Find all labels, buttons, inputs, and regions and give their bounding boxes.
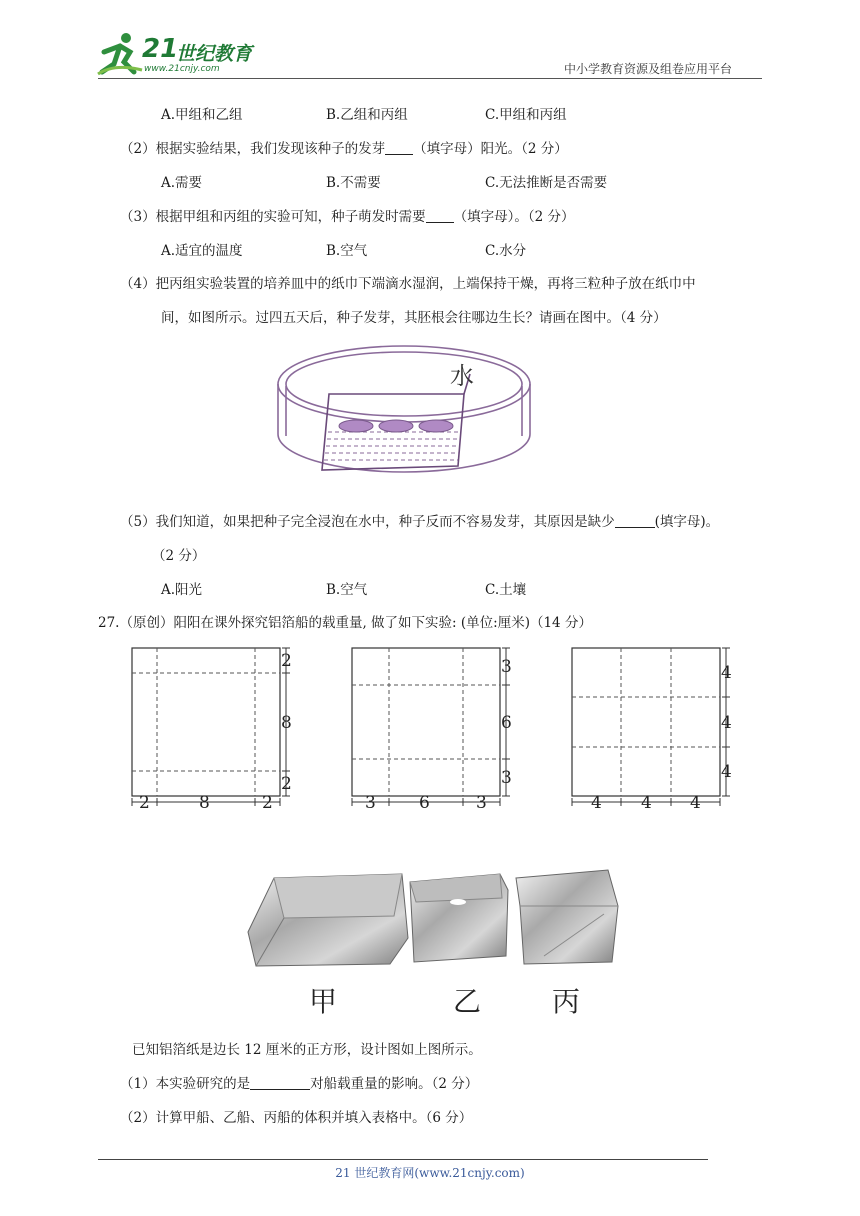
diagram-b-side-1: 3 — [501, 657, 512, 677]
aluminum-boats-photo — [244, 866, 624, 971]
q5-answer-blank[interactable] — [615, 513, 655, 528]
q3-text-end: （填字母）。（2 分） — [453, 209, 575, 225]
q1-option-a: A.甲组和乙组 — [161, 107, 243, 123]
petri-dish-figure — [274, 336, 534, 486]
footer-link[interactable]: 21 世纪教育网(www.21cnjy.com) — [335, 1166, 525, 1180]
diagram-c-bottom-1: 4 — [591, 793, 602, 812]
q27-subquestion-2: （2）计算甲船、乙船、丙船的体积并填入表格中。（6 分） — [120, 1110, 473, 1126]
q2-text: （2）根据实验结果，我们发现该种子的发芽 — [120, 141, 386, 157]
fold-diagram-b — [346, 642, 526, 812]
boat-label-bing: 丙 — [552, 985, 581, 1018]
diagram-b-side-2: 6 — [501, 713, 512, 733]
s1-answer-blank[interactable] — [250, 1075, 310, 1090]
boat-bing — [516, 870, 618, 964]
question-5 — [120, 512, 719, 532]
q3-text: （3）根据甲组和丙组的实验可知，种子萌发时需要 — [120, 209, 426, 225]
header-logo — [96, 30, 266, 78]
logo-url: www.21cnjy.com — [144, 64, 220, 74]
q27-subquestion-1 — [120, 1074, 478, 1094]
q5-option-c: C.土壤 — [485, 582, 527, 598]
diagram-a-bottom-1: 2 — [139, 793, 150, 812]
header-rule — [98, 78, 762, 79]
site-name: 中小学教育资源及组卷应用平台 — [564, 62, 733, 76]
s1-text: （1）本实验研究的是 — [120, 1076, 251, 1092]
diagram-a-bottom-2: 8 — [199, 793, 210, 812]
diagram-b-bottom-3: 3 — [476, 793, 487, 812]
diagram-c-side-3: 4 — [721, 762, 732, 782]
water-label: 水 — [450, 362, 474, 390]
q1-option-c: C.甲组和丙组 — [485, 107, 567, 123]
diagram-a-bottom-3: 2 — [262, 793, 273, 812]
q2-answer-blank[interactable] — [385, 140, 413, 155]
q5-text: （5）我们知道，如果把种子完全浸泡在水中，种子反而不容易发芽，其原因是缺少 — [120, 514, 615, 530]
diagram-b-side-3: 3 — [501, 768, 512, 788]
diagram-a-side-3: 2 — [281, 774, 292, 794]
seed-2 — [379, 420, 413, 432]
boat-label-yi: 乙 — [453, 985, 482, 1018]
logo-number: 21 — [142, 34, 179, 64]
fold-diagram-a — [126, 642, 306, 812]
diagram-c-side-1: 4 — [721, 663, 732, 683]
diagram-b-bottom-1: 3 — [365, 793, 376, 812]
footer-rule — [98, 1159, 708, 1160]
seed-3 — [419, 420, 453, 432]
diagram-c-side-2: 4 — [721, 713, 732, 733]
fold-diagram-c — [566, 642, 746, 812]
q5-option-a: A.阳光 — [161, 582, 203, 598]
q2-option-a: A.需要 — [161, 175, 203, 191]
q3-option-a: A.适宜的温度 — [161, 243, 243, 259]
runner-logo-icon — [96, 30, 144, 76]
q4-line-2: 间，如图所示。过四五天后，种子发芽，其胚根会往哪边生长？请画在图中。（4 分） — [161, 310, 667, 326]
boat-yi — [410, 874, 508, 962]
seed-1 — [339, 420, 373, 432]
question-3 — [120, 207, 574, 227]
diagram-a-side-2: 8 — [281, 713, 292, 733]
q1-option-b: B.乙组和丙组 — [326, 107, 408, 123]
q27-title: 27.（原创）阳阳在课外探究铝箔船的载重量, 做了如下实验: (单位:厘米)（14 分） — [98, 615, 592, 631]
q2-text-end: （填字母）阳光。（2 分） — [413, 141, 568, 157]
q3-option-b: B.空气 — [326, 243, 368, 259]
diagram-b-bottom-2: 6 — [419, 793, 430, 812]
boat-label-jia: 甲 — [309, 985, 338, 1018]
s1-text-end: 对船载重量的影响。（2 分） — [310, 1076, 479, 1092]
logo-text: 世纪教育 — [176, 43, 253, 65]
question-2 — [120, 139, 568, 159]
diagram-c-bottom-3: 4 — [690, 793, 701, 812]
q2-option-b: B.不需要 — [326, 175, 381, 191]
boat-jia — [248, 874, 408, 966]
q27-given: 已知铝箔纸是边长 12 厘米的正方形，设计图如上图所示。 — [132, 1042, 482, 1058]
q3-option-c: C.水分 — [485, 243, 527, 259]
q4-line-1: （4）把丙组实验装置的培养皿中的纸巾下端滴水湿润，上端保持干燥，再将三粒种子放在纸巾中 — [120, 276, 696, 292]
q5-option-b: B.空气 — [326, 582, 368, 598]
q3-answer-blank[interactable] — [426, 208, 454, 223]
q2-option-c: C.无法推断是否需要 — [485, 175, 608, 191]
q5-text-end: (填字母)。 — [654, 514, 720, 530]
q5-score: （2 分） — [152, 548, 206, 564]
diagram-a-side-1: 2 — [281, 651, 292, 671]
diagram-c-bottom-2: 4 — [641, 793, 652, 812]
